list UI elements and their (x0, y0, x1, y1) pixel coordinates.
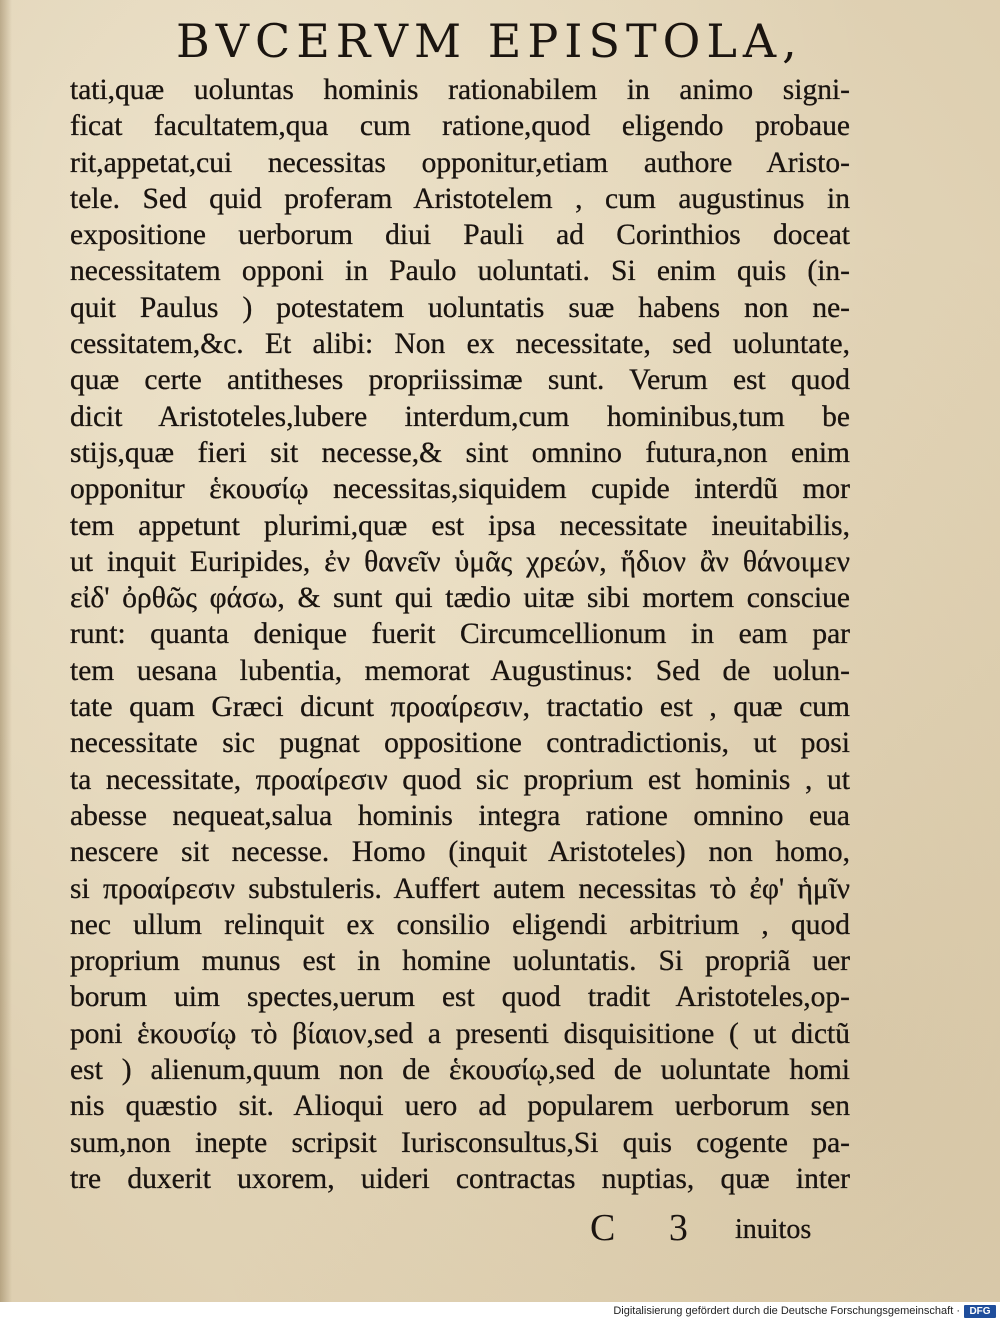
text-line: εἰδ' ὀρθῶς φάσω, & sunt qui tædio uitæ sibi mortem consciue (70, 582, 850, 615)
text-line: proprium munus est in homine uoluntatis. Si propriã uer (70, 945, 850, 978)
text-line: necessitate sic pugnat oppositione contradictionis, ut posi (70, 727, 850, 760)
text-line: cessitatem,&c. Et alibi: Non ex necessitate, sed uoluntate, (70, 328, 850, 361)
text-line: rit,appetat,cui necessitas opponitur,etiam authore Aristo- (70, 146, 850, 179)
text-line: quit Paulus ) potestatem uoluntatis suæ habens non ne- (70, 291, 850, 324)
running-head: BVCERVM EPISTOLA, (176, 14, 803, 68)
text-line: ut inquit Euripides, ἐν θανεῖν ὑμᾶς χρεών, ἥδιον ἂν θάνοιμεν (70, 545, 850, 578)
text-line: tele. Sed quid proferam Aristotelem , cum augustinus in (70, 182, 850, 215)
catchword: inuitos (735, 1214, 812, 1245)
text-line: nec ullum relinquit ex consilio eligendi arbitrium , quod (70, 908, 850, 941)
signature-mark: C 3 (590, 1207, 710, 1249)
text-line: tati,quæ uoluntas hominis rationabilem in animo signi- (70, 74, 850, 106)
text-line: si προαίρεσιν substuleris. Auffert autem necessitas τὸ ἐφ' ἡμῖν (70, 872, 850, 905)
text-line: opponitur ἑκουσίῳ necessitas,siquidem cupide interdũ mor (70, 473, 850, 506)
text-line: ficat facultatem,qua cum ratione,quod eligendo probaue (70, 110, 850, 143)
text-line: sum,non inepte scripsit Iurisconsultus,Si quis cogente pa- (70, 1126, 850, 1159)
page-gutter-shadow (0, 0, 12, 1302)
dfg-logo-icon: DFG (964, 1305, 996, 1318)
text-line: dicit Aristoteles,lubere interdum,cum hominibus,tum be (70, 400, 850, 433)
text-line: tem uesana lubentia, memorat Augustinus: Sed de uolun- (70, 654, 850, 687)
text-line: nescere sit necesse. Homo (inquit Aristoteles) non homo, (70, 836, 850, 869)
text-line: est ) alienum,quum non de ἑκουσίῳ,sed de uoluntate homi (70, 1054, 850, 1087)
text-line: quæ certe antitheses propriissimæ sunt. Verum est quod (70, 364, 850, 397)
text-line: poni ἑκουσίῳ τὸ βίαιον,sed a presenti disquisitione ( ut dictũ (70, 1017, 850, 1050)
digitization-credit-bar (0, 1302, 1000, 1321)
text-line: stijs,quæ fieri sit necesse,& sint omnino futura,non enim (70, 436, 850, 469)
funding-credit: Digitalisierung gefördert durch die Deutsche Forschungsgemeinschaft · (613, 1305, 960, 1317)
text-line: borum uim spectes,uerum est quod tradit Aristoteles,op- (70, 981, 850, 1014)
text-line: abesse nequeat,salua hominis integra ratione omnino eua (70, 799, 850, 832)
text-line: tate quam Græci dicunt προαίρεσιν, tractatio est , quæ cum (70, 691, 850, 724)
body-text (70, 72, 850, 1197)
text-line: tre duxerit uxorem, uideri contractas nuptias, quæ inter (70, 1162, 850, 1195)
text-line: nis quæstio sit. Alioqui uero ad popularem uerborum sen (70, 1090, 850, 1123)
text-line: ta necessitate, προαίρεσιν quod sic proprium est hominis , ut (70, 763, 850, 796)
text-line: necessitatem opponi in Paulo uoluntati. Si enim quis (in- (70, 255, 850, 288)
text-line: runt: quanta denique fuerit Circumcellionum in eam par (70, 618, 850, 651)
text-line: tem appetunt plurimi,quæ est ipsa necessitate ineuitabilis, (70, 509, 850, 542)
text-line: expositione uerborum diui Pauli ad Corinthios doceat (70, 219, 850, 252)
page-footer (0, 1206, 1000, 1254)
